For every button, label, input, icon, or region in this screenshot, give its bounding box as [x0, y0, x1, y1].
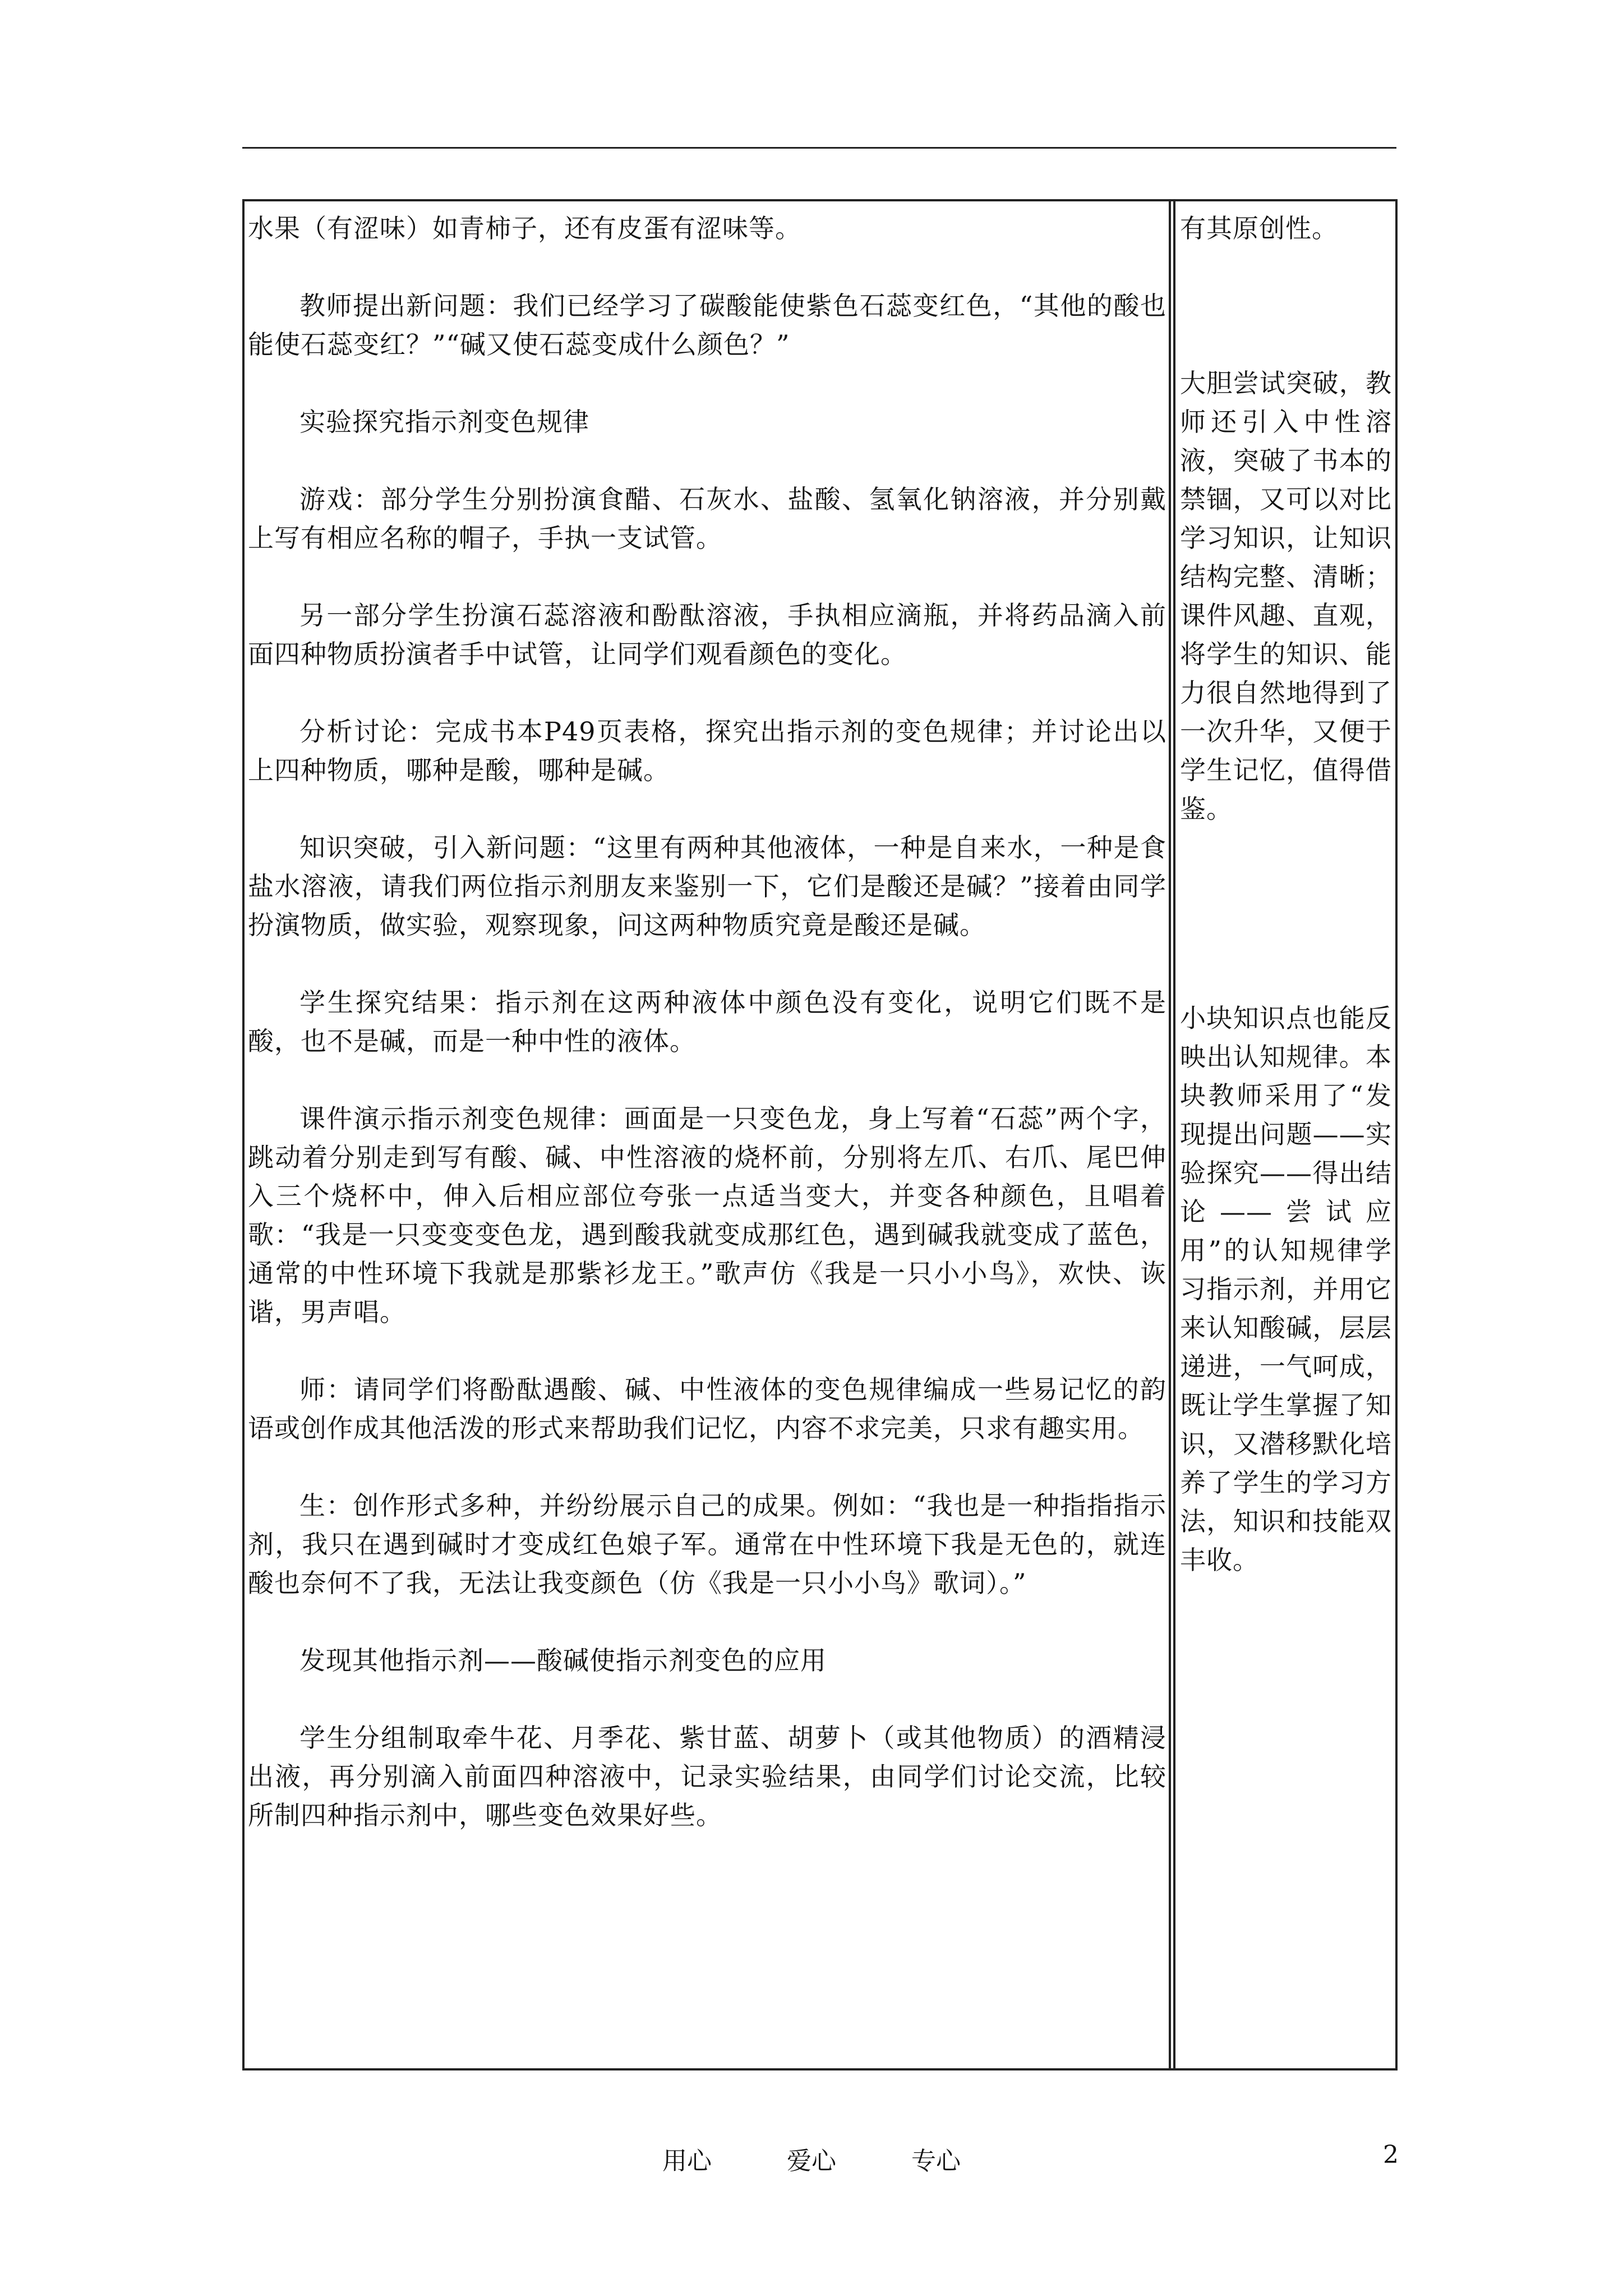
- comment-column: [1180, 201, 1392, 2068]
- lesson-table: [242, 199, 1398, 2070]
- paragraph: 课件演示指示剂变色规律：画面是一只变色龙，身上写着“石蕊”两个字，跳动着分别走到写有酸、碱、中性溶液的烧杯前，分别将左爪、右爪、尾巴伸入三个烧杯中，伸入后相应部位夸张一点适当变大，并变各种颜色，且唱着歌：“我是一只变变变色龙，遇到酸我就变成那红色，遇到碱我就变成了蓝色，通常的中性环境下我就是那紫衫龙王。”歌声仿《我是一只小小鸟》，欢快、诙谐，男声唱。: [248, 1103, 1166, 1327]
- paragraph: 师：请同学们将酚酞遇酸、碱、中性液体的变色规律编成一些易记忆的韵语或创作成其他活泼的形式来帮助我们记忆，内容不求完美，只求有趣实用。: [248, 1374, 1166, 1443]
- paragraph: 分析讨论：完成书本P49页表格，探究出指示剂的变色规律；并讨论出以上四种物质，哪种是酸，哪种是碱。: [248, 716, 1166, 785]
- column-divider: [1169, 201, 1175, 2068]
- footer-item: 专心: [911, 2147, 961, 2175]
- paragraph: 教师提出新问题：我们已经学习了碳酸能使紫色石蕊变红色，“其他的酸也能使石蕊变红？”“碱又使石蕊变成什么颜色？”: [248, 291, 1166, 360]
- paragraph: 游戏：部分学生分别扮演食醋、石灰水、盐酸、氢氧化钠溶液，并分别戴上写有相应名称的帽子，手执一支试管。: [248, 484, 1166, 553]
- header-rule: [242, 147, 1396, 149]
- footer-item: 爱心: [787, 2147, 836, 2175]
- paragraph: 实验探究指示剂变色规律: [299, 407, 589, 437]
- paragraph: 知识突破，引入新问题：“这里有两种其他液体，一种是自来水，一种是食盐水溶液，请我们两位指示剂朋友来鉴别一下，它们是酸还是碱？”接着由同学扮演物质，做实验，观察现象，问这两种物质究竟是酸还是碱。: [248, 832, 1166, 940]
- paragraph: 学生探究结果：指示剂在这两种液体中颜色没有变化，说明它们既不是酸，也不是碱，而是一种中性的液体。: [248, 987, 1166, 1056]
- paragraph: 生：创作形式多种，并纷纷展示自己的成果。例如：“我也是一种指指指示剂，我只在遇到碱时才变成红色娘子军。通常在中性环境下我是无色的，就连酸也奈何不了我，无法让我变颜色（仿《我是一只小小鸟》歌词）。”: [248, 1490, 1166, 1598]
- comment-note: 小块知识点也能反映出认知规律。本块教师采用了“发现提出问题——实验探究——得出结论——尝试应用”的认知规律学习指示剂，并用它来认知酸碱，层层递进，一气呵成，既让学生掌握了知识，又潜移默化培养了学生的学习方法，知识和技能双丰收。: [1180, 1003, 1392, 1575]
- page-number: 2: [1383, 2141, 1399, 2169]
- comment-note: 大胆尝试突破，教师还引入中性溶液，突破了书本的禁锢，又可以对比学习知识，让知识结构完整、清晰；课件风趣、直观，将学生的知识、能力很自然地得到了一次升华，又便于学生记忆，值得借鉴。: [1180, 368, 1392, 824]
- paragraph: 另一部分学生扮演石蕊溶液和酚酞溶液，手执相应滴瓶，并将药品滴入前面四种物质扮演者手中试管，让同学们观看颜色的变化。: [248, 600, 1166, 669]
- paragraph: 发现其他指示剂——酸碱使指示剂变色的应用: [299, 1645, 827, 1676]
- comment-note: 有其原创性。: [1180, 213, 1338, 243]
- paragraph: 水果（有涩味）如青柿子，还有皮蛋有涩味等。: [248, 213, 801, 243]
- paragraph: 学生分组制取牵牛花、月季花、紫甘蓝、胡萝卜（或其他物质）的酒精浸出液，再分别滴入前面四种溶液中，记录实验结果，由同学们讨论交流，比较所制四种指示剂中，哪些变色效果好些。: [248, 1723, 1166, 1830]
- main-column: [248, 209, 1166, 1874]
- footer-item: 用心: [662, 2147, 712, 2175]
